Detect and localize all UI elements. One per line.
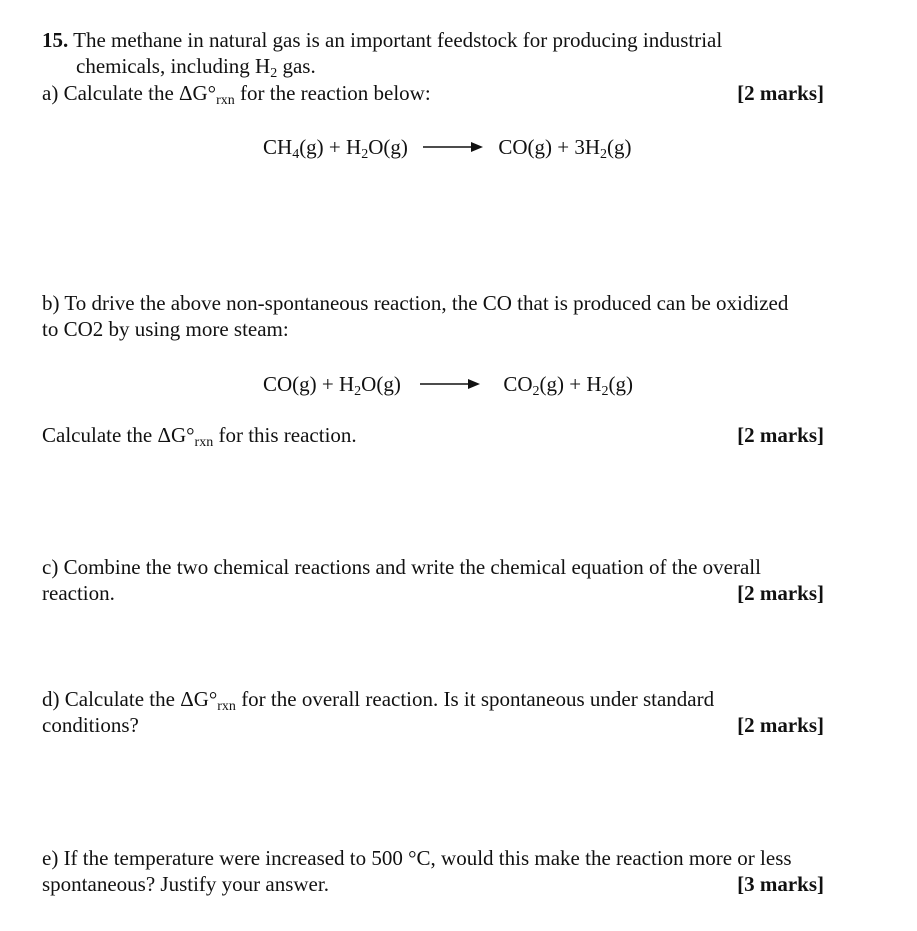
part-b-calc-subscript: rxn [194,435,214,450]
part-a-prompt [42,80,431,106]
part-d-text: d) Calculate the ΔG° [42,687,218,711]
part-e-marks: [3 marks] [737,872,824,896]
reaction-arrow-icon [423,141,483,153]
part-b-line2: to CO2 by using more steam: [42,317,289,341]
intro-text: chemicals, including H [76,54,271,78]
part-d-text-end: for the overall reaction. Is it spontaneous under standard [235,687,715,711]
part-c-line1: c) Combine the two chemical reactions and write the chemical equation of the overall [42,555,761,579]
part-d-marks: [2 marks] [737,713,824,737]
reaction-arrow-icon [420,378,480,390]
part-b-calc-text-end: for this reaction. [213,423,357,447]
equation-b [263,369,634,400]
question-intro-text: The methane in natural gas is an important feedstock for producing industrial [73,28,723,52]
part-e-line2: spontaneous? Justify your answer. [42,872,329,896]
equation-b-reactants: $CO(g) + H_2O(g)$ [263,372,401,400]
equation-a-reactants: $CH_4(g) + H_2O(g)$ [263,135,408,163]
part-d-line1 [42,686,714,712]
intro-text-end: gas. [277,54,316,78]
part-a-marks: [2 marks] [737,81,824,105]
intro-subscript: 2 [270,66,278,81]
part-d-subscript: rxn [217,699,236,714]
part-a-text-end: for the reaction below: [234,81,431,105]
part-d-line2: conditions? [42,713,139,737]
part-b-marks: [2 marks] [737,423,824,447]
part-b-calc-text: Calculate the ΔG° [42,423,195,447]
equation-b-products: $CO_2(g) + H_2(g)$ [503,372,634,400]
part-b-line1: b) To drive the above non-spontaneous reaction, the CO that is produced can be oxidized [42,291,789,315]
part-e-line1: e) If the temperature were increased to 500 °C, would this make the reaction more or less [42,846,792,870]
question-intro-line1 [42,27,722,53]
question-intro-line2 [76,53,316,79]
part-a-text: a) Calculate the ΔG° [42,81,217,105]
question-number: 15. [42,28,69,52]
part-c-marks: [2 marks] [737,581,824,605]
equation-a [263,132,632,163]
part-a-subscript: rxn [216,93,235,108]
equation-a-products: $CO(g) + 3H_2(g)$ [498,135,632,163]
part-b-calc-prompt [42,422,357,448]
part-c-line2: reaction. [42,581,115,605]
